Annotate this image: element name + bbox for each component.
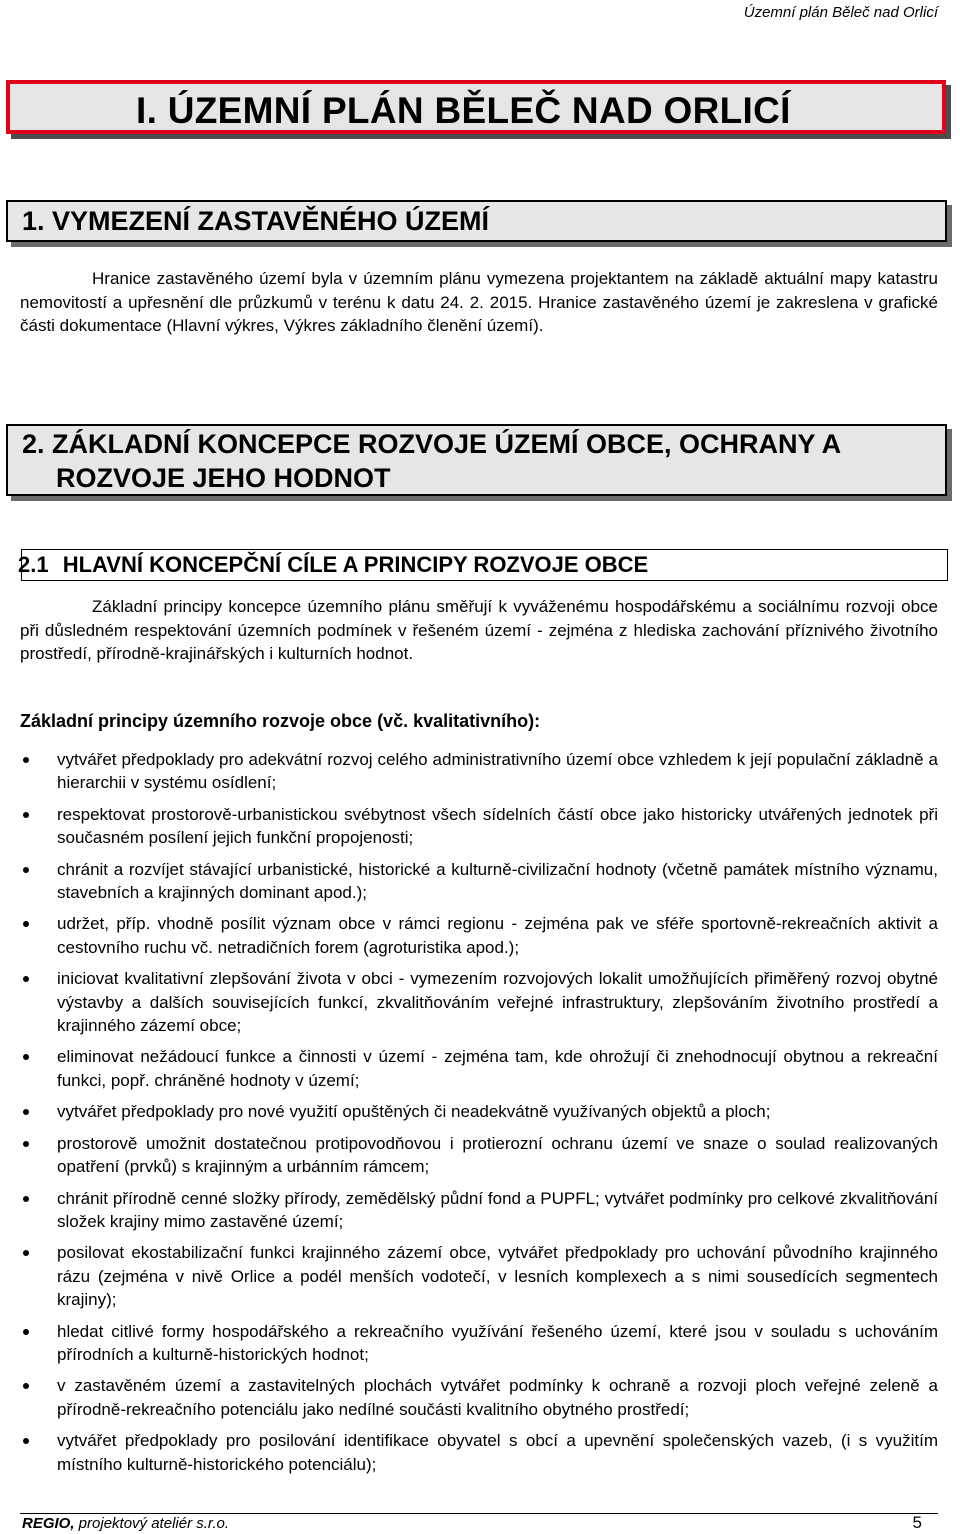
- subsection-2-1-heading: [18, 549, 948, 581]
- bullet-icon: [23, 1438, 29, 1444]
- section-2-heading-line1: 2. ZÁKLADNÍ KONCEPCE ROZVOJE ÚZEMÍ OBCE, OCHRANY A: [22, 429, 842, 459]
- principles-list: [20, 748, 938, 1484]
- section-2-heading-line2: ROZVOJE JEHO HODNOT: [56, 463, 391, 493]
- list-item: vytvářet předpoklady pro nové využití opuštěných či neadekvátně využívaných objektů a ploch;: [20, 1100, 938, 1123]
- subsection-title: HLAVNÍ KONCEPČNÍ CÍLE A PRINCIPY ROZVOJE OBCE: [62, 552, 649, 577]
- footer-company: [22, 1515, 229, 1532]
- list-item: posilovat ekostabilizační funkci krajinného zázemí obce, vytvářet předpoklady pro uchování původního krajinného rázu (zejména v nivě Orlice a podél menších vodotečí, v lesních komplexech a s nimi sousedících segmentech krajiny);: [20, 1241, 938, 1311]
- bullet-icon: [23, 1196, 29, 1202]
- bullet-icon: [23, 1329, 29, 1335]
- bullet-icon: [23, 757, 29, 763]
- page-number: 5: [912, 1513, 922, 1532]
- main-title: I. ÚZEMNÍ PLÁN BĚLEČ NAD ORLICÍ: [6, 80, 946, 134]
- list-item: hledat citlivé formy hospodářského a rekreačního využívání řešeného území, které jsou v souladu s uchováním přírodních a kulturně-historických hodnot;: [20, 1320, 938, 1367]
- bullet-icon: [23, 1141, 29, 1147]
- section-1-heading: 1. VYMEZENÍ ZASTAVĚNÉHO ÚZEMÍ: [6, 200, 947, 242]
- list-item: v zastavěném území a zastavitelných plochách vytvářet podmínky k ochraně a rozvoji ploch veřejné zeleně a přírodně-rekreačního potenciálu jako nedílné součásti kvalitního obytného prostředí;: [20, 1374, 938, 1421]
- list-item: vytvářet předpoklady pro posilování identifikace obyvatel s obcí a upevnění společenských vazeb, (i s využitím místního kulturně-historického potenciálu);: [20, 1429, 938, 1476]
- bullet-icon: [23, 1109, 29, 1115]
- bullet-icon: [23, 921, 29, 927]
- subsection-number: 2.1: [18, 552, 49, 577]
- footer-divider: [20, 1513, 938, 1514]
- bullet-icon: [23, 812, 29, 818]
- list-item: chránit přírodně cenné složky přírody, zemědělský půdní fond a PUPFL; vytvářet podmínky pro celkové zkvalitňování složek krajiny mimo zastavěné území;: [20, 1187, 938, 1234]
- section-1-paragraph: Hranice zastavěného území byla v územním plánu vymezena projektantem na základě aktuální mapy katastru nemovitostí a upřesnění dle průzkumů v terénu k datu 24. 2. 2015. Hranice zastavěného území je zakreslena v grafické části dokumentace (Hlavní výkres, Výkres základního členění území).: [20, 269, 938, 335]
- list-item: respektovat prostorově-urbanistickou svébytnost všech sídelních částí obce jako historicky utvářených jednotek při současném posílení jejich funkční propojenosti;: [20, 803, 938, 850]
- footer-company-bold: REGIO,: [22, 1515, 75, 1532]
- bullet-icon: [23, 1250, 29, 1256]
- bullet-icon: [23, 1054, 29, 1060]
- footer-company-rest: projektový ateliér s.r.o.: [74, 1515, 230, 1532]
- list-item: iniciovat kvalitativní zlepšování života v obci - vymezením rozvojových lokalit umožňujících přiměřený rozvoj obytné výstavby a dalších souvisejících funkcí, zkvalitňováním veřejné infrastruktury, zlepšováním životního prostředí a krajinného zázemí obce;: [20, 967, 938, 1037]
- principles-heading: Základní principy územního rozvoje obce (vč. kvalitativního):: [20, 711, 541, 731]
- list-item: prostorově umožnit dostatečnou protipovodňovou i protierozní ochranu území ve snaze o soulad realizovaných opatření (prvků) s krajinným a urbánním rámcem;: [20, 1132, 938, 1179]
- section-2-heading: [6, 424, 947, 496]
- bullet-icon: [23, 867, 29, 873]
- list-item: chránit a rozvíjet stávající urbanistické, historické a kulturně-civilizační hodnoty (včetně památek místního významu, stavebních a krajinných dominant apod.);: [20, 858, 938, 905]
- running-header: Územní plán Běleč nad Orlicí: [743, 4, 938, 21]
- list-item: udržet, příp. vhodně posílit význam obce v rámci regionu - zejména pak ve sféře sportovně-rekreačních aktivit a cestovního ruchu vč. netradičních forem (agroturistika apod.);: [20, 912, 938, 959]
- bullet-icon: [23, 976, 29, 982]
- subsection-paragraph: Základní principy koncepce územního plánu směřují k vyváženému hospodářskému a sociálnímu rozvoji obce při důsledném respektování územních podmínek v řešeném území - zejména z hlediska zachování příznivého životního prostředí, přírodně-krajinářských i kulturních hodnot.: [20, 597, 938, 663]
- list-item: eliminovat nežádoucí funkce a činnosti v území - zejména tam, kde ohrožují či znehodnocují obytnou a rekreační funkci, popř. chráněné hodnoty v území;: [20, 1045, 938, 1092]
- bullet-icon: [23, 1383, 29, 1389]
- list-item: vytvářet předpoklady pro adekvátní rozvoj celého administrativního území obce vzhledem k její populační základně a hierarchii v systému osídlení;: [20, 748, 938, 795]
